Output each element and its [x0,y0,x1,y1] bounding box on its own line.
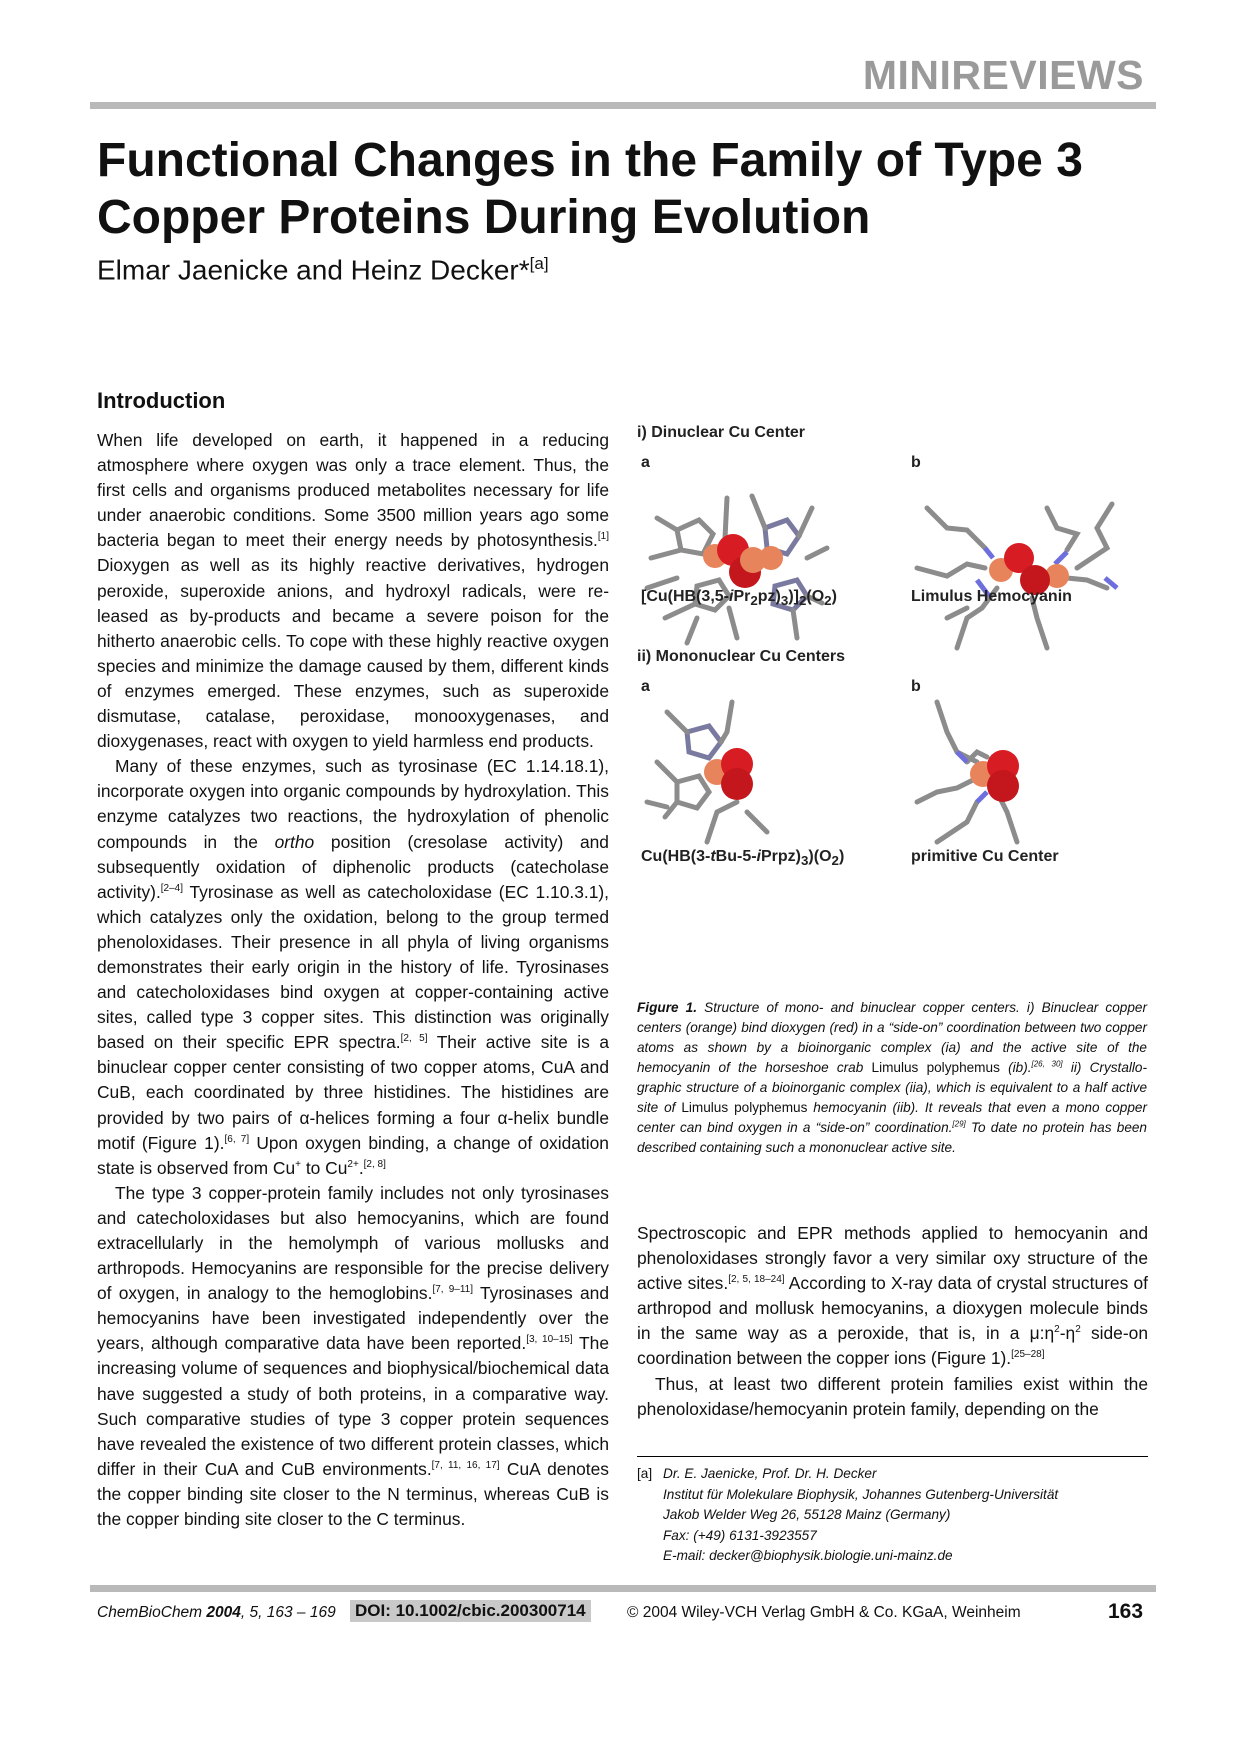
paragraph: Thus, at least two different protein families exist within the phenoloxidase/hemocyanin protein family, depending on the [637,1373,1148,1419]
affiliation-mark: [a] [529,254,549,273]
citation[interactable]: [2, 5] [400,1033,428,1045]
header-rule [90,102,1156,109]
molecule-ib [917,504,1112,648]
figure-1 [637,424,1155,974]
page-number: 163 [1108,1600,1144,1623]
affiliation-footnote [637,1464,1148,1567]
paragraph: Spectroscopic and EPR methods applied to hemocyanin and phenoloxidases strongly favor a very similar oxy structure of the active sites.[2, 5, 18–24] According to X-ray data of crystal structures of arthropod and mollusk hemocyanins, a dioxygen molecule binds in the same way as a peroxide, that is, in a $\mu:\eta^2-\eta^2$ side-on coordination between the copper ions (Figure 1).[25–28] [637,1223,1148,1369]
citation[interactable]: [2, 8] [363,1158,386,1170]
author-names: Elmar Jaenicke and Heinz Decker* [97,254,530,286]
molecule-ia-ib-graphic [637,468,1155,668]
left-column-text [97,428,609,1532]
panel-label: a [641,678,650,695]
author-line [97,254,549,286]
citation[interactable]: [26, 30] [1031,1059,1063,1069]
citation[interactable]: [2–4] [160,882,184,894]
citation[interactable]: [7, 11, 16, 17] [431,1460,500,1472]
atoms-iib [970,750,1019,802]
figure-label-iib: primitive Cu Center [911,848,1059,865]
footnote-tag: [a] [637,1466,653,1481]
footer-rule [90,1585,1156,1592]
citation[interactable]: [25–28] [1011,1349,1045,1361]
paragraph: When life developed on earth, it happened in a reducing atmosphere where oxygen was only a trace element. Thus, the first cells and organisms produced metabolites necessary for life under anaerobic conditions. Some 3500 million years ago some bacteria began to meet their energy needs by photosynthesis.[1] Dioxygen as well as its highly reactive derivatives, hydrogen peroxide, superoxide anions, and hydroxyl radicals, were re-leased as by-products and became a severe poison for the hitherto anaerobic cells. To cope with these highly reactive oxygen species and minimize the damage caused by them, different kinds of enzymes emerged. These enzymes, such as superoxide dismutase, catalase, peroxidase, monooxygenases, and dioxygenases, react with oxygen to yield harmless end products. [97,430,609,752]
section-heading: Introduction [97,388,226,413]
figure-label-ia: $[Cu(HB(3,5-iPr_2pz)_3)]_2(O_2)$ [641,588,837,609]
paragraph: Many of these enzymes, such as tyrosinase (EC 1.14.18.1), incorporate oxygen into organic compounds by hydroxylation. This enzyme catalyzes two reactions, the hydroxylation of phenolic compounds in the ortho position (cresolase activity) and subsequently oxidation of diphenolic products (catecholase activity).[2–4] Tyrosinase as well as catecholoxidase (EC 1.10.3.1), which catalyzes only the oxidation, belong to the group termed phenoloxidases. Their presence in all phyla of living organisms demonstrates their early origin in the history of life. Tyrosinases and catecholoxidases bind oxygen at copper-containing active sites, called type 3 copper sites. This distinction was originally based on their specific EPR spectra.[2, 5] Their active site is a binuclear copper center consisting of two copper atoms, CuA and CuB, each coordinated by three histidines. The histidines are provided by two pairs of α-helices forming a four α-helix bundle motif (Figure 1).[6, 7] Upon oxygen binding, a change of oxidation state is observed from Cu+ to $Cu^{2+}.[2, 8]$ [97,756,609,1178]
citation[interactable]: [1] [597,531,609,543]
figure-section-i: i) Dinuclear Cu Center [637,424,806,441]
panel-label: b [911,678,921,695]
footnote-email[interactable]: E-mail: decker@biophysik.biologie.uni-mainz.de [663,1548,953,1563]
citation[interactable]: [3, 10–15] [526,1334,573,1346]
citation[interactable]: [2, 5, 18–24] [728,1274,785,1286]
journal-citation: ChemBioChem 2004, 5, 163 – 169 [97,1604,336,1621]
figure-section-ii: ii) Mononuclear Cu Centers [637,648,846,665]
section-header-label: MINIREVIEWS [862,52,1144,98]
right-column-text [637,1221,1148,1422]
doi-link[interactable]: DOI: 10.1002/cbic.200300714 [350,1600,591,1622]
citation[interactable]: [29] [952,1119,966,1129]
figure-caption: Figure 1. Structure of mono- and binuclear copper centers. i) Binuclear copper centers (orange) bind dioxygen (red) in a “side-on” coordination between two copper atoms as shown by a bioinorganic complex (ia) and the active site of the hemocyanin of the horseshoe crab Limulus polyphemus (ib).[26, 30] ii) Crystallo-graphic structure of a bioinorganic complex (iia), which is equivalent to a half active site of Limulus polyphemus hemocyanin (iib). It reveals that even a mono copper center can bind oxygen in a “side-on” coordination.[29] To date no protein has been described containing such a mononuclear active site. [637,1000,1148,1155]
footnote-line: Dr. E. Jaenicke, Prof. Dr. H. Decker [663,1466,877,1481]
citation[interactable]: [6, 7] [224,1133,250,1145]
figure-label-iia: $Cu(HB(3-tBu-5-iPrpz)_3)(O_2)$ [641,848,845,869]
footnote-line: Institut für Molekulare Biophysik, Johannes Gutenberg-Universität [663,1486,1059,1502]
citation[interactable]: [7, 9–11] [432,1284,474,1296]
paragraph: The type 3 copper-protein family includes not only tyrosinases and catecholoxidases but also hemocyanins, which are found extracellularly in the hemolymph of various mollusks and arthropods. Hemocyanins are responsible for the precise delivery of oxygen, in analogy to the hemoglobins.[7, 9–11] Tyrosinases and hemocyanins have been investigated independently over the years, although comparative data have been reported.[3, 10–15] The increasing volume of sequences and biophysical/biochemical data have suggested a study of both proteins, in a comparative way. Such comparative studies of type 3 copper protein sequences have revealed the existence of two different protein classes, which differ in their CuA and CuB environments.[7, 11, 16, 17] CuA denotes the copper binding site closer to the N terminus, whereas CuB is the copper binding site closer to the C terminus. [97,1182,609,1530]
footnote-line: Jakob Welder Weg 26, 55128 Mainz (Germany) [663,1507,951,1522]
copyright-notice: © 2004 Wiley-VCH Verlag GmbH & Co. KGaA, Weinheim [627,1604,1021,1621]
panel-label: a [641,454,650,471]
footnote-rule [637,1456,1148,1457]
molecule-iia-iib-graphic [637,692,1155,872]
figure-label-ib: Limulus Hemocyanin [911,588,1072,605]
article-title: Functional Changes in the Family of Type 3 Copper Proteins During Evolution [97,134,1083,244]
footnote-line: Fax: (+49) 6131-3923557 [663,1527,817,1543]
panel-label: b [911,454,921,471]
